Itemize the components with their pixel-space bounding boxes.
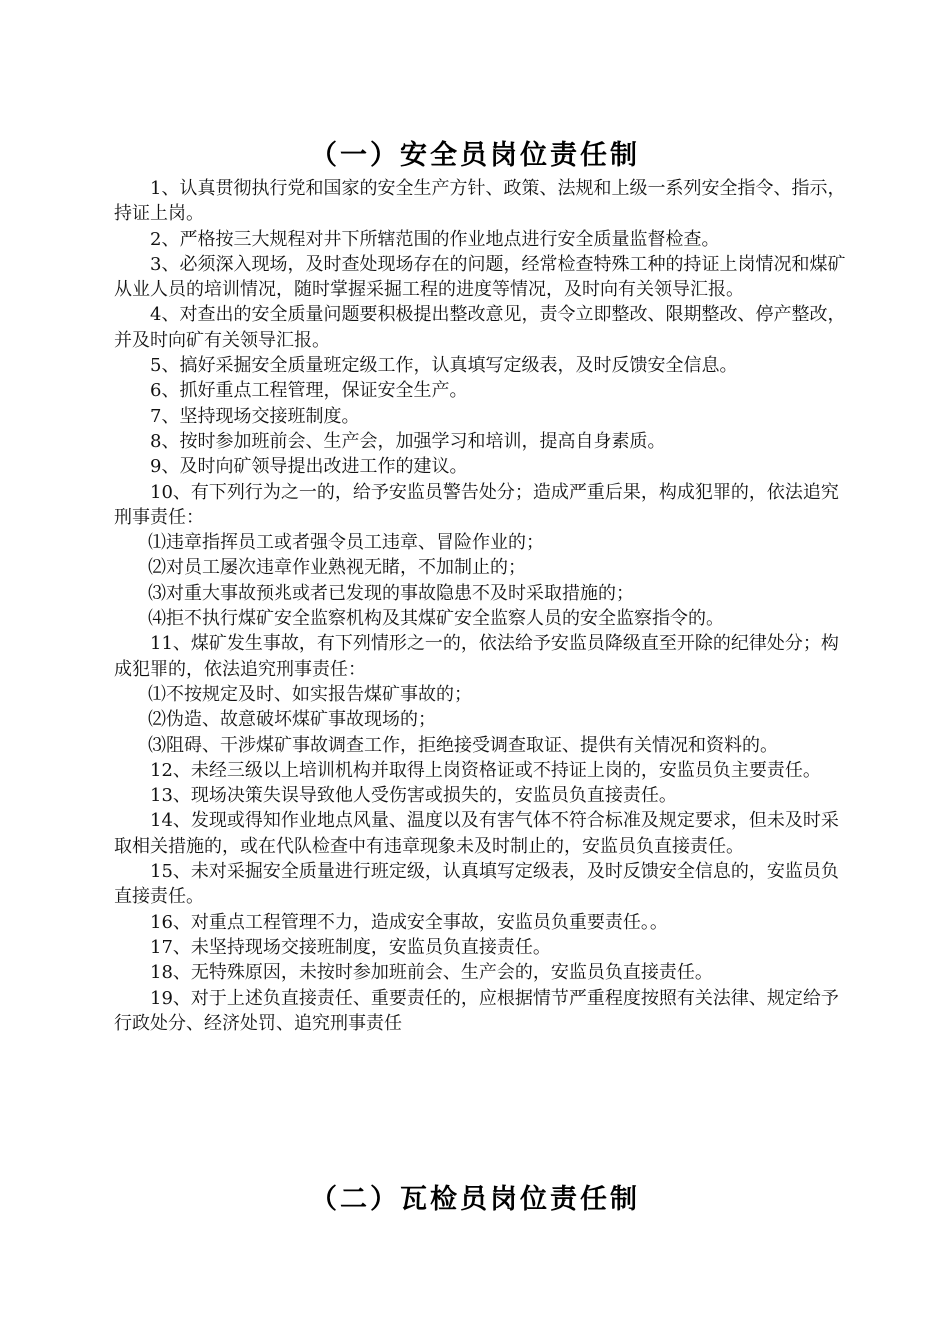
sub-item: ⑵伪造、故意破坏煤矿事故现场的； [148,709,436,731]
section-title-safety-officer: （一）安全员岗位责任制 [310,140,640,171]
sub-item: ⑶阻碍、干涉煤矿事故调查工作，拒绝接受调查取证、提供有关情况和资料的。 [148,734,778,756]
list-item: 13、现场决策失误导致他人受伤害或损失的，安监员负直接责任。 [150,785,677,807]
list-item: 3、必须深入现场，及时查处现场存在的问题，经常检查特殊工种的持证上岗情况和煤矿从业人员的培训情况，随时掌握采掘工程的进度等情况，及时向有关领导汇报。 [114,253,846,301]
list-item: 19、对于上述负直接责任、重要责任的，应根据情节严重程度按照有关法律、规定给予行政处分、经济处罚、追究刑事责任 [114,987,839,1034]
list-item: 6、抓好重点工程管理，保证安全生产。 [150,380,468,402]
list-item: 10、有下列行为之一的，给予安监员警告处分；造成严重后果，构成犯罪的，依法追究刑事责任： [114,481,839,528]
sub-item: ⑶对重大事故预兆或者已发现的事故隐患不及时采取措施的； [148,582,634,604]
list-item: 17、未坚持现场交接班制度，安监员负直接责任。 [150,936,551,958]
list-item: 8、按时参加班前会、生产会，加强学习和培训，提高自身素质。 [150,430,666,452]
section-body [114,176,856,1036]
list-item: 2、严格按三大规程对井下所辖范围的作业地点进行安全质量监督检查。 [150,228,720,250]
list-item: 16、对重点工程管理不力，造成安全事故，安监员负重要责任。。 [150,911,668,933]
list-item: 7、坚持现场交接班制度。 [150,405,360,427]
list-item: 15、未对采掘安全质量进行班定级，认真填写定级表，及时反馈安全信息的，安监员负直接责任。 [114,861,839,908]
sub-item: ⑷拒不执行煤矿安全监察机构及其煤矿安全监察人员的安全监察指令的。 [148,608,724,630]
list-item: 18、无特殊原因，未按时参加班前会、生产会的，安监员负直接责任。 [150,962,713,984]
list-item: 5、搞好采掘安全质量班定级工作，认真填写定级表，及时反馈安全信息。 [150,355,738,377]
section-title-gas-inspector: （二）瓦检员岗位责任制 [310,1184,640,1215]
list-item: 4、对查出的安全质量问题要积极提出整改意见，责令立即整改、限期整改、停产整改，并及时向矿有关领导汇报。 [114,304,846,351]
list-item: 9、及时向矿领导提出改进工作的建议。 [150,456,468,478]
sub-item: ⑵对员工屡次违章作业熟视无睹，不加制止的； [148,557,526,579]
sub-item: ⑴违章指挥员工或者强令员工违章、冒险作业的； [148,532,544,554]
list-item: 14、发现或得知作业地点风量、温度以及有害气体不符合标准及规定要求，但未及时采取相关措施的，或在代队检查中有违章现象未及时制止的，安监员负直接责任。 [114,810,839,857]
list-item: 12、未经三级以上培训机构并取得上岗资格证或不持证上岗的，安监员负主要责任。 [150,759,821,781]
list-item: 1、认真贯彻执行党和国家的安全生产方针、政策、法规和上级一系列安全指令、指示，持证上岗。 [114,178,846,225]
list-item: 11、煤矿发生事故，有下列情形之一的，依法给予安监员降级直至开除的纪律处分；构成犯罪的，依法追究刑事责任： [114,633,839,680]
sub-item: ⑴不按规定及时、如实报告煤矿事故的； [148,683,472,705]
